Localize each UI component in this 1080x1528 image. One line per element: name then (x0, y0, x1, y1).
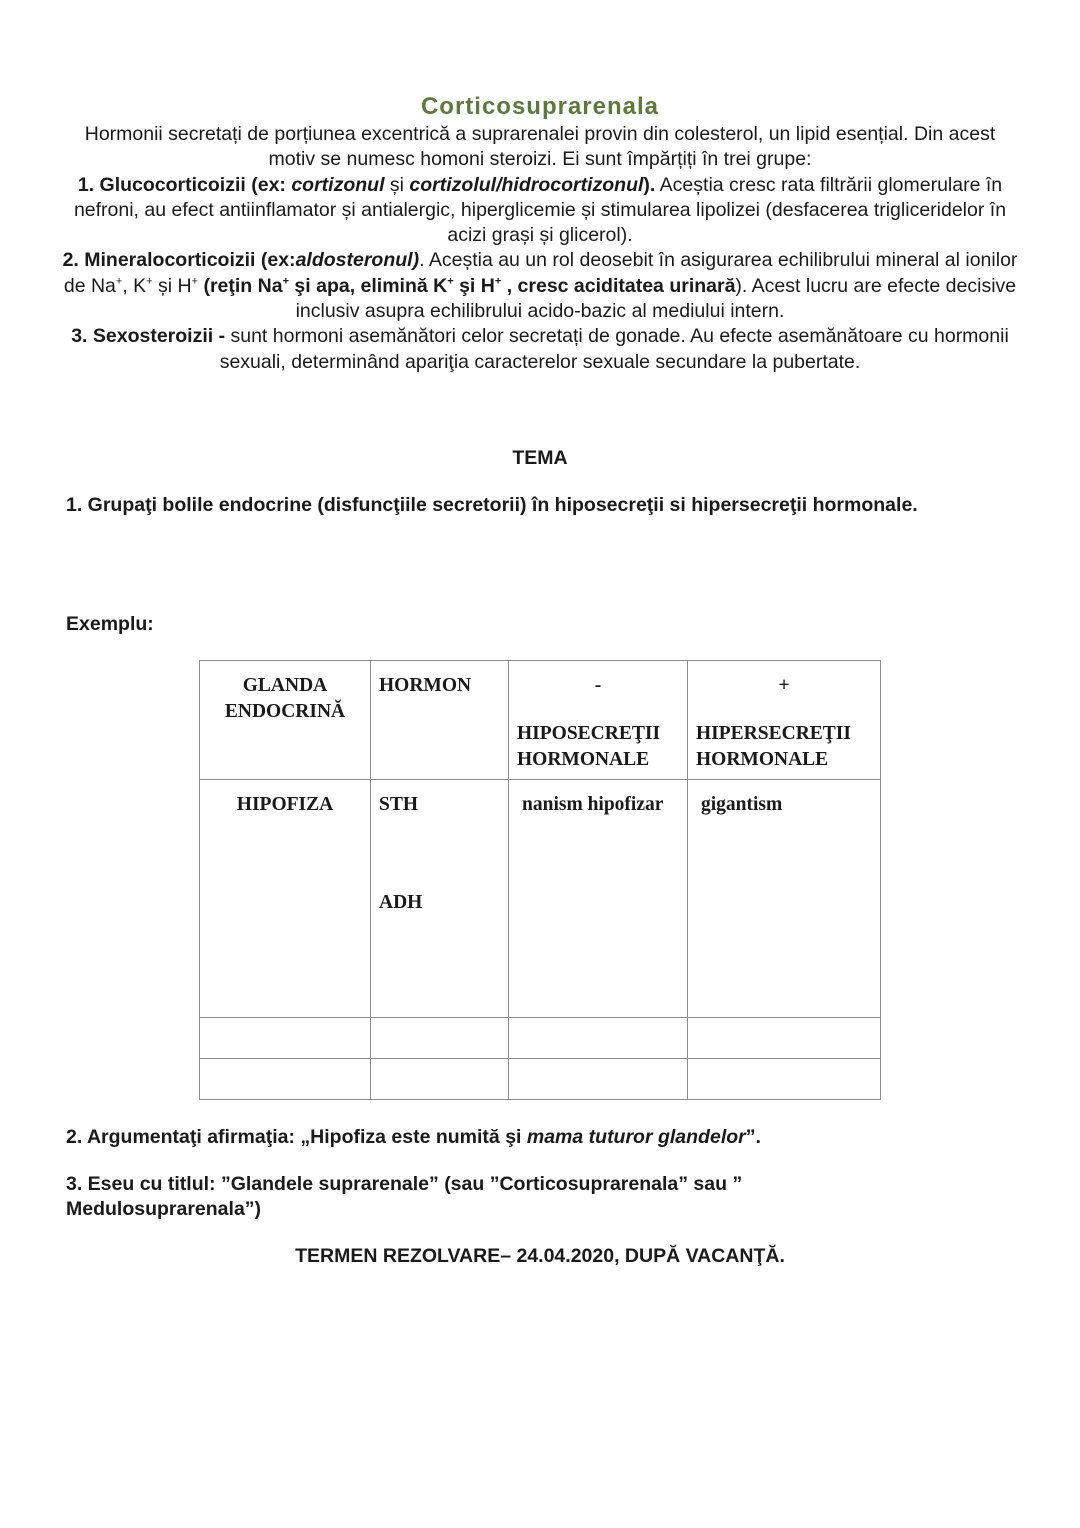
question-2: 2. Argumentaţi afirmaţia: „Hipofiza este numită şi mama tuturor glandelor”. (66, 1126, 761, 1148)
question-3: 3. Eseu cu titlul: ”Glandele suprarenale” (sau ”Corticosuprarenala” sau ” Medulosuprarenala”) (66, 1173, 743, 1220)
cell-hiposecretie: nanism hipofizar (509, 780, 688, 1018)
table-row-empty (200, 1059, 881, 1100)
glucocorticoizi-paragraph: 1. Glucocorticoizii (ex: cortizonul și cortizolul/hidrocortizonul). Aceștia cresc rata filtrării glomerulare în nefroni, au efect antiinflamator și antialergic, hiperglicemie și stimularea lipolizei (desfacerea trigliceridelor în acizi grași și glicerol). (73, 173, 1007, 247)
header-hormon: HORMON (371, 661, 509, 780)
header-glanda: GLANDA ENDOCRINĂ (200, 661, 371, 780)
header-hiposecretii: - HIPOSECREŢII HORMONALE (509, 661, 688, 780)
document-title: Corticosuprarenala (420, 93, 660, 120)
cell-hormon: STH ADH (371, 780, 509, 1018)
deadline-text: TERMEN REZOLVARE– 24.04.2020, DUPĂ VACANŢĂ. (295, 1245, 785, 1267)
question-1: 1. Grupaţi bolile endocrine (disfuncţiile secretorii) în hiposecreţii si hipersecreţii hormonale. (66, 494, 918, 516)
table-row (200, 780, 881, 1018)
exemplu-label: Exemplu: (66, 613, 154, 635)
table-row-empty (200, 1018, 881, 1059)
cell-hipersecretie: gigantism (688, 780, 881, 1018)
sexosteroizi-paragraph: 3. Sexosteroizii - sunt hormoni asemănători celor secretați de gonade. Au efecte asemănătoare cu hormonii sexuali, determinând apariţia caracterelor sexuale secundare la pubertate. (71, 325, 1009, 373)
tema-heading: TEMA (512, 447, 568, 469)
intro-section (60, 122, 1020, 375)
header-hipersecretii: + HIPERSECREŢII HORMONALE (688, 661, 881, 780)
cell-glanda: HIPOFIZA (200, 780, 371, 1018)
table-header-row (200, 661, 881, 780)
intro-paragraph: Hormonii secretați de porțiunea excentrică a suprarenalei provin din colesterol, un lipid esențial. Din acest motiv se numesc homoni steroizi. Ei sunt împărțiți în trei grupe: (84, 123, 996, 171)
mineralocorticoizi-paragraph: 2. Mineralocorticoizii (ex:aldosteronul). Aceștia au un rol deosebit în asigurarea echilibrului mineral al ionilor de Na+, K+ și H+ (reţin Na+ şi apa, elimină K+ şi H+ , cresc aciditatea urinară). Acest lucru are efecte decisive inclusiv asupra echilibrului acido-bazic al mediului intern. (62, 249, 1018, 323)
hormone-table (199, 660, 881, 1100)
